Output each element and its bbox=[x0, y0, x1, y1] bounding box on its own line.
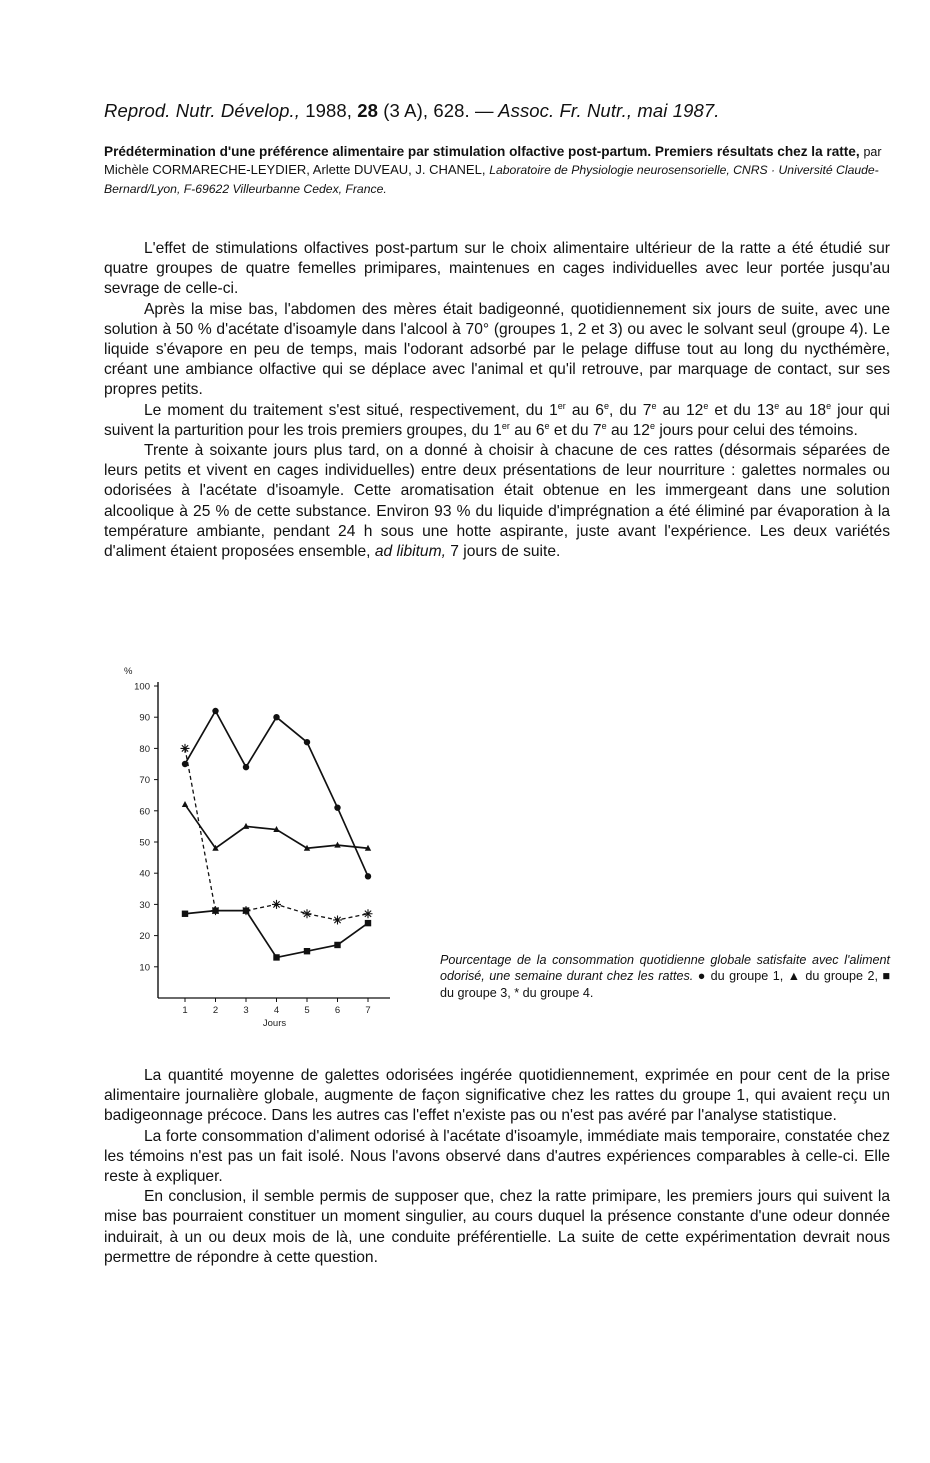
data-point-circle bbox=[243, 764, 249, 770]
x-tick-label: 7 bbox=[365, 1005, 371, 1016]
x-tick-label: 5 bbox=[304, 1005, 310, 1016]
article-title: Prédétermination d'une préférence alimentaire par stimulation olfactive post-partum. Premiers résultats chez la ratte, bbox=[104, 144, 860, 159]
journal-meeting: Assoc. Fr. Nutr., mai 1987. bbox=[498, 100, 720, 121]
data-point-circle bbox=[212, 708, 218, 714]
data-point-square bbox=[334, 942, 340, 948]
data-point-circle bbox=[334, 804, 340, 810]
x-tick-label: 2 bbox=[212, 1005, 219, 1016]
x-axis-label: Jours bbox=[262, 1018, 287, 1029]
data-point-square bbox=[182, 911, 188, 917]
article-by: par bbox=[863, 145, 882, 159]
data-point-circle bbox=[182, 761, 188, 767]
series-line-4 bbox=[185, 748, 368, 920]
data-point-square bbox=[365, 920, 371, 926]
x-tick-label: 4 bbox=[273, 1005, 280, 1016]
data-point-circle bbox=[304, 739, 310, 745]
data-point-triangle bbox=[182, 801, 188, 807]
x-tick-label: 3 bbox=[243, 1005, 249, 1016]
journal-issue-pages: (3 A), 628. — bbox=[383, 100, 494, 121]
paragraph: La quantité moyenne de galettes odorisées ingérée quotidiennement, exprimée en pour cent de la prise alimentaire journalière globale, augmente de façon significative chez les rattes du groupe 1, qui avaient reçu un badigeonnage précoce. Dans les autres cas l'effet n'existe pas ou n'est pas avéré par l'analyse statistique. bbox=[104, 1067, 890, 1125]
y-tick-label: 50 bbox=[139, 837, 150, 849]
paragraph: La forte consommation d'aliment odorisé à l'acétate d'isoamyle, immédiate mais temporaire, constatée chez les témoins n'est pas un fait isolé. Nous l'avons observé dans d'autres expériences comparables à celle-ci. Elle reste à expliquer. bbox=[104, 1127, 890, 1186]
y-tick-label: 80 bbox=[139, 743, 150, 755]
paragraph: Après la mise bas, l'abdomen des mères était badigeonné, quotidiennement six jours de suite, avec une solution à 50 % d'acétate d'isoamyle dans l'alcool à 70° (groupes 1, 2 et 3) ou avec le solvant seul (groupe 4). Le liquide s'évapore en peu de temps, mais l'odorant adsorbé par le pelage diffuse tout au long du nycthémère, créant une ambiance olfactive qui se déplace avec l'animal et qu'il retrouve, par marquage de contact, sur ses propres petits. bbox=[104, 300, 890, 399]
data-point-square bbox=[304, 948, 310, 954]
article-header bbox=[104, 143, 892, 198]
caption-group-2: ▲ du groupe 2, bbox=[787, 969, 878, 984]
caption-group-3: ■ du groupe 3, bbox=[440, 969, 891, 1000]
y-tick-label: 20 bbox=[139, 931, 150, 943]
journal-volume: 28 bbox=[357, 100, 379, 121]
caption-text: Pourcentage de la consommation quotidienne globale satisfaite avec l'aliment odorisé, une semaine durant chez les rattes. bbox=[440, 953, 890, 984]
data-point-circle bbox=[273, 714, 279, 720]
body-text-after-figure bbox=[104, 1066, 890, 1268]
paragraph-treatment-timing: Le moment du traitement s'est situé, respectivement, du 1er au 6e, du 7e au 12e et du 13e au 18e jour qui suivent la parturition pour les trois premiers groupes, du 1er au 6e et du 7e au 12e jours pour celui des témoins. bbox=[104, 400, 891, 439]
y-tick-label: 10 bbox=[139, 962, 150, 974]
journal-citation bbox=[104, 100, 864, 122]
caption-group-1: ● du groupe 1, bbox=[697, 969, 784, 984]
x-tick-label: 1 bbox=[182, 1005, 188, 1016]
series-line-1 bbox=[185, 711, 368, 876]
journal-year: 1988, bbox=[305, 100, 353, 121]
article-affiliation: Laboratoire de Physiologie neurosensorielle, CNRS · Université Claude-Bernard/Lyon, F-69622 Villeurbanne Cedex, France. bbox=[104, 163, 879, 196]
data-point-asterisk bbox=[303, 909, 312, 918]
journal-source: Reprod. Nutr. Dévelop., bbox=[104, 100, 300, 121]
y-axis-label: % bbox=[124, 666, 133, 677]
y-tick-label: 70 bbox=[139, 775, 150, 787]
data-point-circle bbox=[365, 873, 371, 879]
body-text-before-figure bbox=[104, 239, 890, 562]
y-tick-label: 30 bbox=[139, 899, 150, 911]
y-tick-label: 60 bbox=[139, 806, 150, 818]
data-point-asterisk bbox=[364, 909, 373, 918]
data-point-asterisk bbox=[272, 900, 281, 909]
paragraph-method: Trente à soixante jours plus tard, on a donné à choisir à chacune de ces rattes (désormais séparées de leurs petits et vivent en cages individuelles) entre deux présentations de leur nourriture : galettes normales ou odorisées à l'acétate d'isoamyle. Cette aromatisation était obtenue en les immergeant dans une solution alcoolique à 25 % de cette substance. Environ 93 % du liquide d'imprégnation a été éliminé par évaporation à la température ambiante, pendant 24 h sous une hotte aspirante, juste avant l'expérience. Les deux variétés d'aliment étaient proposées ensemble, ad libitum, 7 jours de suite. bbox=[104, 442, 890, 561]
y-tick-label: 40 bbox=[139, 868, 150, 880]
figure-caption bbox=[440, 952, 890, 1001]
y-tick-label: 90 bbox=[139, 712, 150, 724]
data-point-asterisk bbox=[181, 744, 190, 753]
paragraph-conclusion: En conclusion, il semble permis de supposer que, chez la ratte primipare, les premiers jours qui suivent la mise bas pourraient constituer un moment singulier, au cours duquel la présence constante d'une odeur donnée induirait, à un ou deux mois de là, une conduite préférentielle. La suite de cette expérimentation devrait nous permettre de répondre à cette question. bbox=[104, 1188, 890, 1266]
data-point-square bbox=[273, 954, 279, 960]
caption-group-4: * du groupe 4. bbox=[514, 985, 594, 1000]
figure-chart bbox=[110, 660, 430, 1040]
y-tick-label: 100 bbox=[134, 681, 150, 693]
article-authors: Michèle CORMARECHE-LEYDIER, Arlette DUVEAU, J. CHANEL, bbox=[104, 162, 486, 178]
line-chart bbox=[110, 660, 430, 1040]
data-point-asterisk bbox=[333, 916, 342, 925]
x-tick-label: 6 bbox=[334, 1005, 341, 1016]
paragraph: L'effet de stimulations olfactives post-partum sur le choix alimentaire ultérieur de la ratte a été étudié sur quatre groupes de quatre femelles primipares, maintenues en cages individuelles avec leur portée jusqu'au sevrage de celle-ci. bbox=[104, 240, 890, 298]
